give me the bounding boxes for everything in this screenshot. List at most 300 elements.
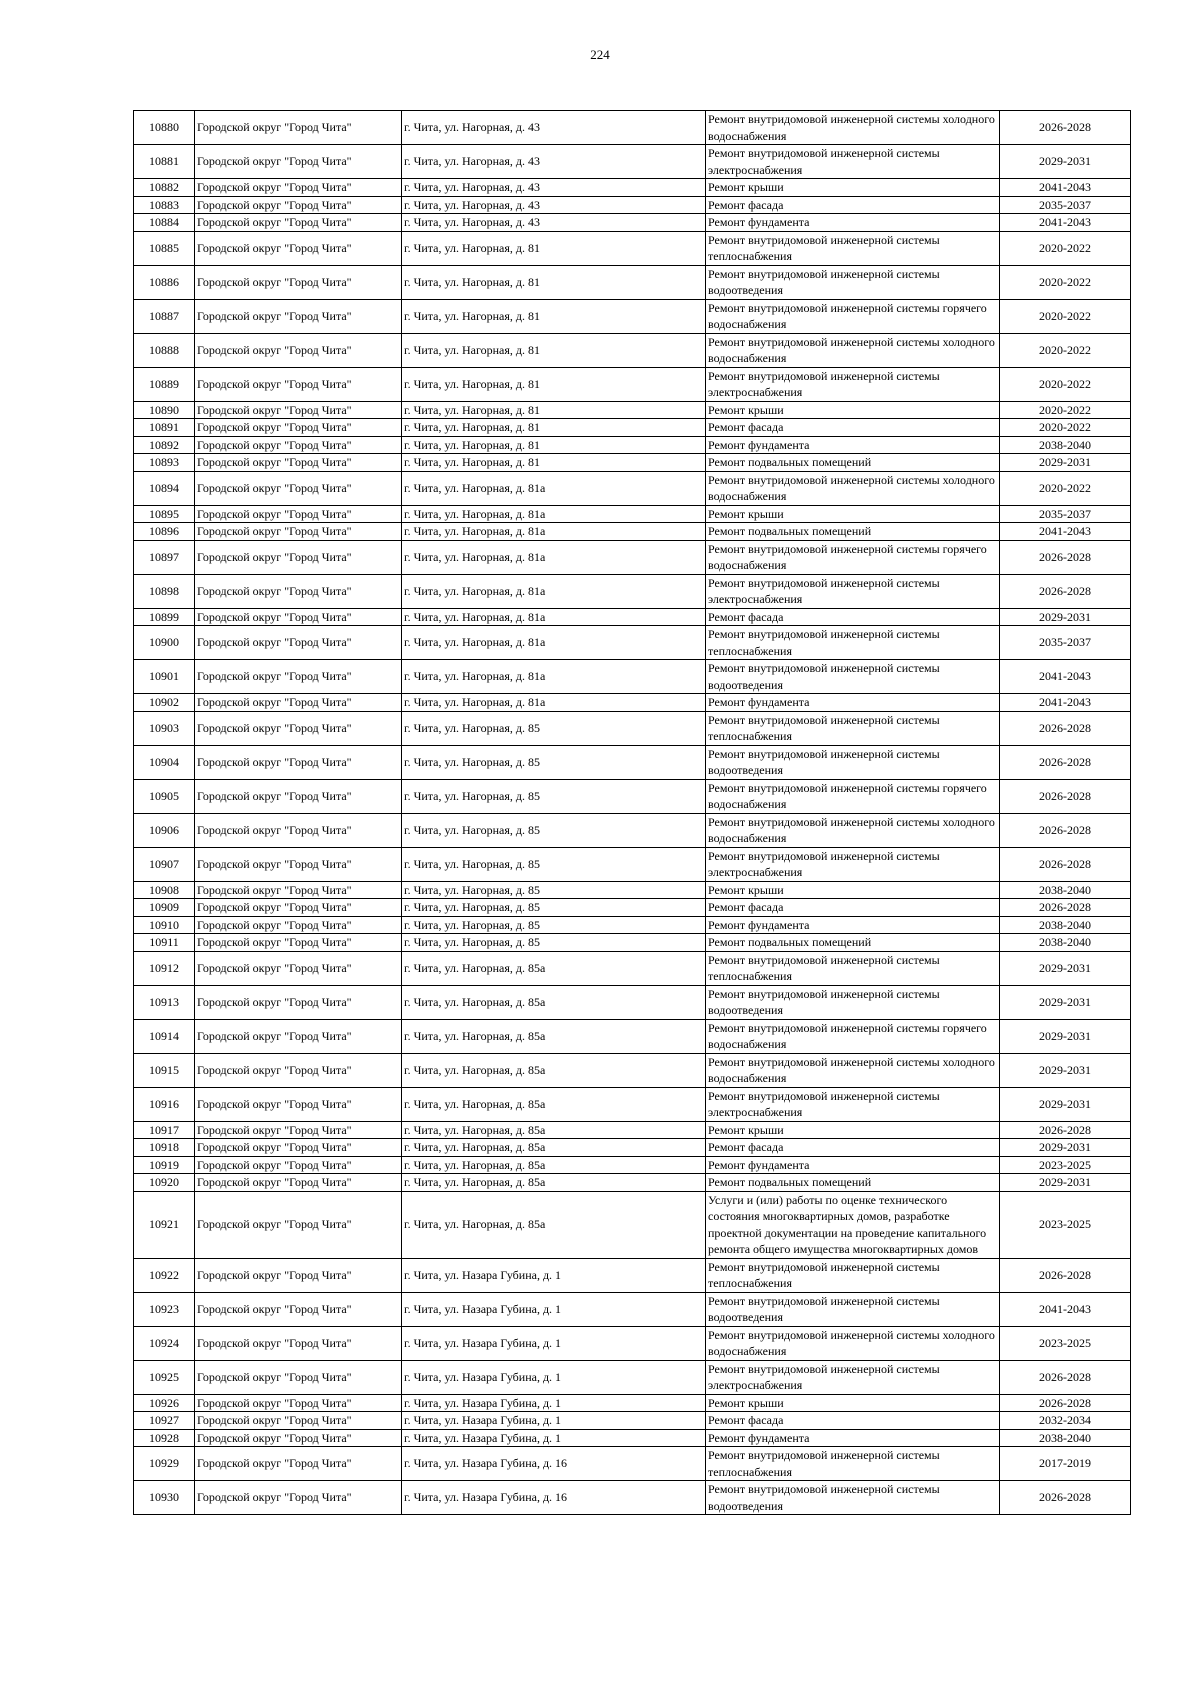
cell-work-type: Ремонт внутридомовой инженерной системы водоотведения (706, 745, 1000, 779)
table-row (134, 1394, 1131, 1412)
cell-municipality: Городской округ "Город Чита" (195, 779, 402, 813)
cell-work-type: Ремонт фундамента (706, 214, 1000, 232)
cell-work-type: Ремонт внутридомовой инженерной системы холодного водоснабжения (706, 813, 1000, 847)
table-row (134, 1019, 1131, 1053)
table-row (134, 265, 1131, 299)
cell-row-number: 10886 (134, 265, 195, 299)
table-row (134, 367, 1131, 401)
cell-period: 2038-2040 (1000, 934, 1131, 952)
cell-row-number: 10885 (134, 231, 195, 265)
cell-period: 2026-2028 (1000, 574, 1131, 608)
cell-municipality: Городской округ "Город Чита" (195, 881, 402, 899)
cell-work-type: Ремонт внутридомовой инженерной системы теплоснабжения (706, 951, 1000, 985)
cell-row-number: 10906 (134, 813, 195, 847)
cell-row-number: 10892 (134, 436, 195, 454)
cell-period: 2023-2025 (1000, 1156, 1131, 1174)
cell-address: г. Чита, ул. Нагорная, д. 85 (402, 711, 706, 745)
cell-row-number: 10916 (134, 1087, 195, 1121)
cell-period: 2038-2040 (1000, 881, 1131, 899)
cell-municipality: Городской округ "Город Чита" (195, 1087, 402, 1121)
cell-period: 2026-2028 (1000, 1360, 1131, 1394)
cell-work-type: Ремонт внутридомовой инженерной системы горячего водоснабжения (706, 540, 1000, 574)
cell-work-type: Ремонт внутридомовой инженерной системы электроснабжения (706, 145, 1000, 179)
cell-row-number: 10925 (134, 1360, 195, 1394)
cell-municipality: Городской округ "Город Чита" (195, 1121, 402, 1139)
table-row (134, 899, 1131, 917)
cell-period: 2029-2031 (1000, 1174, 1131, 1192)
table-row (134, 471, 1131, 505)
cell-work-type: Ремонт внутридомовой инженерной системы водоотведения (706, 660, 1000, 694)
cell-row-number: 10907 (134, 847, 195, 881)
cell-municipality: Городской округ "Город Чита" (195, 899, 402, 917)
cell-municipality: Городской округ "Город Чита" (195, 179, 402, 197)
cell-work-type: Ремонт внутридомовой инженерной системы теплоснабжения (706, 231, 1000, 265)
table-row (134, 608, 1131, 626)
cell-period: 2026-2028 (1000, 111, 1131, 145)
cell-period: 2020-2022 (1000, 333, 1131, 367)
cell-work-type: Ремонт фасада (706, 608, 1000, 626)
cell-row-number: 10895 (134, 505, 195, 523)
cell-period: 2029-2031 (1000, 145, 1131, 179)
table-row (134, 1360, 1131, 1394)
cell-work-type: Ремонт крыши (706, 1394, 1000, 1412)
table-row (134, 1174, 1131, 1192)
cell-address: г. Чита, ул. Назара Губина, д. 1 (402, 1292, 706, 1326)
table-row (134, 1121, 1131, 1139)
cell-row-number: 10901 (134, 660, 195, 694)
cell-row-number: 10890 (134, 401, 195, 419)
table-body (134, 111, 1131, 1515)
cell-municipality: Городской округ "Город Чита" (195, 1258, 402, 1292)
cell-work-type: Ремонт внутридомовой инженерной системы водоотведения (706, 1292, 1000, 1326)
cell-municipality: Городской округ "Город Чита" (195, 951, 402, 985)
cell-address: г. Чита, ул. Нагорная, д. 43 (402, 145, 706, 179)
cell-period: 2026-2028 (1000, 779, 1131, 813)
cell-period: 2029-2031 (1000, 1087, 1131, 1121)
cell-period: 2035-2037 (1000, 505, 1131, 523)
cell-municipality: Городской округ "Город Чита" (195, 1447, 402, 1481)
cell-period: 2026-2028 (1000, 745, 1131, 779)
cell-municipality: Городской округ "Город Чита" (195, 265, 402, 299)
cell-row-number: 10894 (134, 471, 195, 505)
cell-row-number: 10924 (134, 1326, 195, 1360)
cell-period: 2026-2028 (1000, 847, 1131, 881)
cell-row-number: 10915 (134, 1053, 195, 1087)
cell-work-type: Ремонт внутридомовой инженерной системы горячего водоснабжения (706, 1019, 1000, 1053)
cell-municipality: Городской округ "Город Чита" (195, 145, 402, 179)
cell-municipality: Городской округ "Город Чита" (195, 367, 402, 401)
cell-period: 2026-2028 (1000, 1121, 1131, 1139)
cell-work-type: Ремонт фасада (706, 899, 1000, 917)
cell-period: 2029-2031 (1000, 608, 1131, 626)
cell-work-type: Ремонт крыши (706, 179, 1000, 197)
table-row (134, 1326, 1131, 1360)
cell-address: г. Чита, ул. Назара Губина, д. 1 (402, 1429, 706, 1447)
cell-period: 2035-2037 (1000, 196, 1131, 214)
cell-municipality: Городской округ "Город Чита" (195, 111, 402, 145)
cell-municipality: Городской округ "Город Чита" (195, 1019, 402, 1053)
cell-municipality: Городской округ "Город Чита" (195, 1326, 402, 1360)
cell-municipality: Городской округ "Город Чита" (195, 299, 402, 333)
cell-work-type: Ремонт фасада (706, 196, 1000, 214)
cell-period: 2041-2043 (1000, 1292, 1131, 1326)
cell-address: г. Чита, ул. Нагорная, д. 85 (402, 934, 706, 952)
cell-period: 2026-2028 (1000, 1258, 1131, 1292)
cell-period: 2032-2034 (1000, 1412, 1131, 1430)
cell-address: г. Чита, ул. Нагорная, д. 85 (402, 847, 706, 881)
cell-row-number: 10928 (134, 1429, 195, 1447)
cell-municipality: Городской округ "Город Чита" (195, 1360, 402, 1394)
cell-work-type: Ремонт внутридомовой инженерной системы холодного водоснабжения (706, 1326, 1000, 1360)
cell-period: 2029-2031 (1000, 951, 1131, 985)
cell-municipality: Городской округ "Город Чита" (195, 934, 402, 952)
cell-period: 2029-2031 (1000, 1139, 1131, 1157)
cell-work-type: Ремонт внутридомовой инженерной системы холодного водоснабжения (706, 1053, 1000, 1087)
cell-address: г. Чита, ул. Нагорная, д. 85а (402, 1139, 706, 1157)
cell-municipality: Городской округ "Город Чита" (195, 214, 402, 232)
cell-address: г. Чита, ул. Назара Губина, д. 1 (402, 1326, 706, 1360)
cell-municipality: Городской округ "Город Чита" (195, 626, 402, 660)
cell-address: г. Чита, ул. Нагорная, д. 81 (402, 401, 706, 419)
cell-municipality: Городской округ "Город Чита" (195, 985, 402, 1019)
cell-address: г. Чита, ул. Нагорная, д. 85а (402, 951, 706, 985)
cell-municipality: Городской округ "Город Чита" (195, 436, 402, 454)
cell-work-type: Ремонт внутридомовой инженерной системы водоотведения (706, 985, 1000, 1019)
cell-municipality: Городской округ "Город Чита" (195, 401, 402, 419)
cell-period: 2038-2040 (1000, 916, 1131, 934)
cell-municipality: Городской округ "Город Чита" (195, 813, 402, 847)
cell-row-number: 10919 (134, 1156, 195, 1174)
cell-work-type: Ремонт внутридомовой инженерной системы теплоснабжения (706, 1447, 1000, 1481)
cell-municipality: Городской округ "Город Чита" (195, 1156, 402, 1174)
cell-address: г. Чита, ул. Нагорная, д. 85 (402, 881, 706, 899)
cell-municipality: Городской округ "Город Чита" (195, 1174, 402, 1192)
cell-municipality: Городской округ "Город Чита" (195, 1292, 402, 1326)
cell-address: г. Чита, ул. Нагорная, д. 85а (402, 1019, 706, 1053)
cell-municipality: Городской округ "Город Чита" (195, 660, 402, 694)
cell-municipality: Городской округ "Город Чита" (195, 1139, 402, 1157)
cell-work-type: Ремонт крыши (706, 881, 1000, 899)
cell-period: 2026-2028 (1000, 813, 1131, 847)
cell-period: 2026-2028 (1000, 1481, 1131, 1515)
cell-address: г. Чита, ул. Нагорная, д. 43 (402, 214, 706, 232)
cell-municipality: Городской округ "Город Чита" (195, 1394, 402, 1412)
cell-work-type: Ремонт внутридомовой инженерной системы холодного водоснабжения (706, 471, 1000, 505)
cell-work-type: Ремонт подвальных помещений (706, 523, 1000, 541)
cell-address: г. Чита, ул. Нагорная, д. 43 (402, 196, 706, 214)
cell-row-number: 10897 (134, 540, 195, 574)
cell-address: г. Чита, ул. Нагорная, д. 81а (402, 694, 706, 712)
cell-municipality: Городской округ "Город Чита" (195, 574, 402, 608)
cell-address: г. Чита, ул. Нагорная, д. 81а (402, 574, 706, 608)
table-row (134, 745, 1131, 779)
cell-municipality: Городской округ "Город Чита" (195, 523, 402, 541)
table-row (134, 299, 1131, 333)
cell-work-type: Ремонт фундамента (706, 436, 1000, 454)
cell-work-type: Ремонт внутридомовой инженерной системы электроснабжения (706, 1360, 1000, 1394)
cell-row-number: 10918 (134, 1139, 195, 1157)
cell-address: г. Чита, ул. Нагорная, д. 81 (402, 231, 706, 265)
cell-work-type: Ремонт внутридомовой инженерной системы электроснабжения (706, 847, 1000, 881)
cell-work-type: Ремонт подвальных помещений (706, 454, 1000, 472)
cell-work-type: Ремонт фасада (706, 419, 1000, 437)
table-row (134, 145, 1131, 179)
cell-address: г. Чита, ул. Нагорная, д. 85 (402, 899, 706, 917)
cell-row-number: 10910 (134, 916, 195, 934)
cell-municipality: Городской округ "Город Чита" (195, 1053, 402, 1087)
cell-address: г. Чита, ул. Нагорная, д. 81 (402, 367, 706, 401)
cell-period: 2026-2028 (1000, 899, 1131, 917)
cell-row-number: 10922 (134, 1258, 195, 1292)
cell-row-number: 10923 (134, 1292, 195, 1326)
cell-period: 2041-2043 (1000, 694, 1131, 712)
cell-work-type: Ремонт внутридомовой инженерной системы теплоснабжения (706, 626, 1000, 660)
cell-period: 2029-2031 (1000, 985, 1131, 1019)
cell-row-number: 10887 (134, 299, 195, 333)
table-row (134, 505, 1131, 523)
cell-period: 2026-2028 (1000, 1394, 1131, 1412)
cell-period: 2041-2043 (1000, 660, 1131, 694)
cell-work-type: Ремонт внутридомовой инженерной системы водоотведения (706, 265, 1000, 299)
cell-period: 2041-2043 (1000, 214, 1131, 232)
table-row (134, 626, 1131, 660)
table-row (134, 523, 1131, 541)
table-row (134, 401, 1131, 419)
cell-municipality: Городской округ "Город Чита" (195, 711, 402, 745)
cell-address: г. Чита, ул. Нагорная, д. 43 (402, 111, 706, 145)
cell-address: г. Чита, ул. Нагорная, д. 85а (402, 1156, 706, 1174)
table-row (134, 1053, 1131, 1087)
cell-row-number: 10920 (134, 1174, 195, 1192)
table-row (134, 231, 1131, 265)
cell-address: г. Чита, ул. Нагорная, д. 81 (402, 454, 706, 472)
cell-period: 2041-2043 (1000, 179, 1131, 197)
cell-row-number: 10900 (134, 626, 195, 660)
cell-row-number: 10880 (134, 111, 195, 145)
cell-work-type: Ремонт внутридомовой инженерной системы электроснабжения (706, 1087, 1000, 1121)
cell-row-number: 10905 (134, 779, 195, 813)
cell-period: 2041-2043 (1000, 523, 1131, 541)
cell-period: 2020-2022 (1000, 471, 1131, 505)
cell-work-type: Ремонт фундамента (706, 1156, 1000, 1174)
cell-address: г. Чита, ул. Назара Губина, д. 1 (402, 1412, 706, 1430)
cell-work-type: Ремонт фасада (706, 1412, 1000, 1430)
cell-row-number: 10881 (134, 145, 195, 179)
cell-address: г. Чита, ул. Назара Губина, д. 1 (402, 1394, 706, 1412)
table-row (134, 1139, 1131, 1157)
table-row (134, 436, 1131, 454)
cell-work-type: Ремонт крыши (706, 1121, 1000, 1139)
cell-work-type: Ремонт фундамента (706, 916, 1000, 934)
cell-row-number: 10914 (134, 1019, 195, 1053)
cell-period: 2023-2025 (1000, 1191, 1131, 1258)
table-row (134, 454, 1131, 472)
cell-work-type: Ремонт подвальных помещений (706, 1174, 1000, 1192)
cell-address: г. Чита, ул. Нагорная, д. 85а (402, 1121, 706, 1139)
table-row (134, 881, 1131, 899)
cell-work-type: Ремонт крыши (706, 401, 1000, 419)
cell-row-number: 10904 (134, 745, 195, 779)
cell-work-type: Ремонт внутридомовой инженерной системы холодного водоснабжения (706, 333, 1000, 367)
table-row (134, 1429, 1131, 1447)
cell-period: 2020-2022 (1000, 299, 1131, 333)
cell-address: г. Чита, ул. Нагорная, д. 81 (402, 299, 706, 333)
cell-address: г. Чита, ул. Нагорная, д. 81а (402, 540, 706, 574)
table-row (134, 660, 1131, 694)
cell-address: г. Чита, ул. Нагорная, д. 81а (402, 523, 706, 541)
table-row (134, 916, 1131, 934)
cell-address: г. Чита, ул. Нагорная, д. 81 (402, 419, 706, 437)
cell-period: 2020-2022 (1000, 419, 1131, 437)
cell-address: г. Чита, ул. Нагорная, д. 85а (402, 1087, 706, 1121)
cell-row-number: 10896 (134, 523, 195, 541)
cell-period: 2038-2040 (1000, 1429, 1131, 1447)
cell-address: г. Чита, ул. Нагорная, д. 85 (402, 779, 706, 813)
cell-municipality: Городской округ "Город Чита" (195, 694, 402, 712)
cell-period: 2029-2031 (1000, 1053, 1131, 1087)
table-row (134, 1156, 1131, 1174)
table-row (134, 1292, 1131, 1326)
cell-work-type: Ремонт внутридомовой инженерной системы теплоснабжения (706, 1258, 1000, 1292)
cell-row-number: 10889 (134, 367, 195, 401)
cell-municipality: Городской округ "Город Чита" (195, 419, 402, 437)
table-row (134, 1258, 1131, 1292)
cell-municipality: Городской округ "Город Чита" (195, 608, 402, 626)
cell-work-type: Ремонт внутридомовой инженерной системы горячего водоснабжения (706, 779, 1000, 813)
cell-period: 2035-2037 (1000, 626, 1131, 660)
cell-municipality: Городской округ "Город Чита" (195, 505, 402, 523)
cell-municipality: Городской округ "Город Чита" (195, 1429, 402, 1447)
cell-address: г. Чита, ул. Назара Губина, д. 1 (402, 1360, 706, 1394)
table-row (134, 985, 1131, 1019)
cell-period: 2023-2025 (1000, 1326, 1131, 1360)
cell-row-number: 10909 (134, 899, 195, 917)
table-row (134, 1087, 1131, 1121)
table-row (134, 1481, 1131, 1515)
table-row (134, 179, 1131, 197)
cell-period: 2020-2022 (1000, 401, 1131, 419)
cell-row-number: 10908 (134, 881, 195, 899)
cell-row-number: 10921 (134, 1191, 195, 1258)
cell-address: г. Чита, ул. Нагорная, д. 81а (402, 471, 706, 505)
cell-work-type: Ремонт внутридомовой инженерной системы электроснабжения (706, 367, 1000, 401)
cell-work-type: Ремонт фундамента (706, 1429, 1000, 1447)
cell-address: г. Чита, ул. Нагорная, д. 81а (402, 608, 706, 626)
cell-period: 2026-2028 (1000, 540, 1131, 574)
cell-row-number: 10913 (134, 985, 195, 1019)
table-row (134, 540, 1131, 574)
cell-period: 2017-2019 (1000, 1447, 1131, 1481)
table-row (134, 813, 1131, 847)
cell-period: 2020-2022 (1000, 265, 1131, 299)
cell-row-number: 10899 (134, 608, 195, 626)
cell-municipality: Городской округ "Город Чита" (195, 471, 402, 505)
cell-period: 2029-2031 (1000, 1019, 1131, 1053)
repair-schedule-table (133, 110, 1131, 1515)
table-row (134, 1412, 1131, 1430)
table-row (134, 1191, 1131, 1258)
table-row (134, 694, 1131, 712)
table-row (134, 934, 1131, 952)
cell-work-type: Ремонт внутридомовой инженерной системы холодного водоснабжения (706, 111, 1000, 145)
cell-municipality: Городской округ "Город Чита" (195, 333, 402, 367)
cell-municipality: Городской округ "Город Чита" (195, 847, 402, 881)
table-row (134, 419, 1131, 437)
cell-row-number: 10917 (134, 1121, 195, 1139)
cell-row-number: 10891 (134, 419, 195, 437)
table-row (134, 574, 1131, 608)
cell-address: г. Чита, ул. Нагорная, д. 81а (402, 505, 706, 523)
cell-work-type: Ремонт внутридомовой инженерной системы электроснабжения (706, 574, 1000, 608)
cell-period: 2038-2040 (1000, 436, 1131, 454)
cell-row-number: 10898 (134, 574, 195, 608)
table-row (134, 111, 1131, 145)
cell-period: 2020-2022 (1000, 231, 1131, 265)
cell-municipality: Городской округ "Город Чита" (195, 1481, 402, 1515)
table-row (134, 214, 1131, 232)
cell-address: г. Чита, ул. Нагорная, д. 85а (402, 1174, 706, 1192)
cell-row-number: 10882 (134, 179, 195, 197)
cell-period: 2029-2031 (1000, 454, 1131, 472)
cell-row-number: 10929 (134, 1447, 195, 1481)
cell-row-number: 10883 (134, 196, 195, 214)
table-row (134, 333, 1131, 367)
cell-address: г. Чита, ул. Нагорная, д. 85 (402, 745, 706, 779)
cell-address: г. Чита, ул. Нагорная, д. 81а (402, 660, 706, 694)
cell-work-type: Услуги и (или) работы по оценке технического состояния многоквартирных домов, разработке проектной документации на проведение капитального ремонта общего имущества многоквартирных домов (706, 1191, 1000, 1258)
cell-address: г. Чита, ул. Назара Губина, д. 16 (402, 1481, 706, 1515)
cell-work-type: Ремонт крыши (706, 505, 1000, 523)
cell-row-number: 10912 (134, 951, 195, 985)
cell-address: г. Чита, ул. Нагорная, д. 85 (402, 916, 706, 934)
cell-row-number: 10888 (134, 333, 195, 367)
cell-row-number: 10927 (134, 1412, 195, 1430)
cell-municipality: Городской округ "Город Чита" (195, 196, 402, 214)
cell-address: г. Чита, ул. Нагорная, д. 43 (402, 179, 706, 197)
cell-work-type: Ремонт фасада (706, 1139, 1000, 1157)
cell-row-number: 10903 (134, 711, 195, 745)
table-row (134, 951, 1131, 985)
table-row (134, 196, 1131, 214)
table-row (134, 711, 1131, 745)
cell-period: 2020-2022 (1000, 367, 1131, 401)
cell-row-number: 10902 (134, 694, 195, 712)
cell-period: 2026-2028 (1000, 711, 1131, 745)
cell-address: г. Чита, ул. Нагорная, д. 85а (402, 985, 706, 1019)
cell-address: г. Чита, ул. Нагорная, д. 81 (402, 436, 706, 454)
cell-municipality: Городской округ "Город Чита" (195, 1412, 402, 1430)
cell-row-number: 10884 (134, 214, 195, 232)
cell-work-type: Ремонт фундамента (706, 694, 1000, 712)
cell-address: г. Чита, ул. Нагорная, д. 81 (402, 333, 706, 367)
cell-municipality: Городской округ "Город Чита" (195, 745, 402, 779)
page-number: 224 (590, 47, 610, 62)
cell-municipality: Городской округ "Город Чита" (195, 1191, 402, 1258)
cell-row-number: 10911 (134, 934, 195, 952)
cell-row-number: 10930 (134, 1481, 195, 1515)
cell-work-type: Ремонт подвальных помещений (706, 934, 1000, 952)
cell-address: г. Чита, ул. Нагорная, д. 81а (402, 626, 706, 660)
cell-address: г. Чита, ул. Назара Губина, д. 1 (402, 1258, 706, 1292)
cell-work-type: Ремонт внутридомовой инженерной системы теплоснабжения (706, 711, 1000, 745)
cell-municipality: Городской округ "Город Чита" (195, 916, 402, 934)
cell-municipality: Городской округ "Город Чита" (195, 540, 402, 574)
cell-municipality: Городской округ "Город Чита" (195, 231, 402, 265)
cell-address: г. Чита, ул. Нагорная, д. 85а (402, 1053, 706, 1087)
table-row (134, 1447, 1131, 1481)
table-row (134, 779, 1131, 813)
cell-row-number: 10926 (134, 1394, 195, 1412)
